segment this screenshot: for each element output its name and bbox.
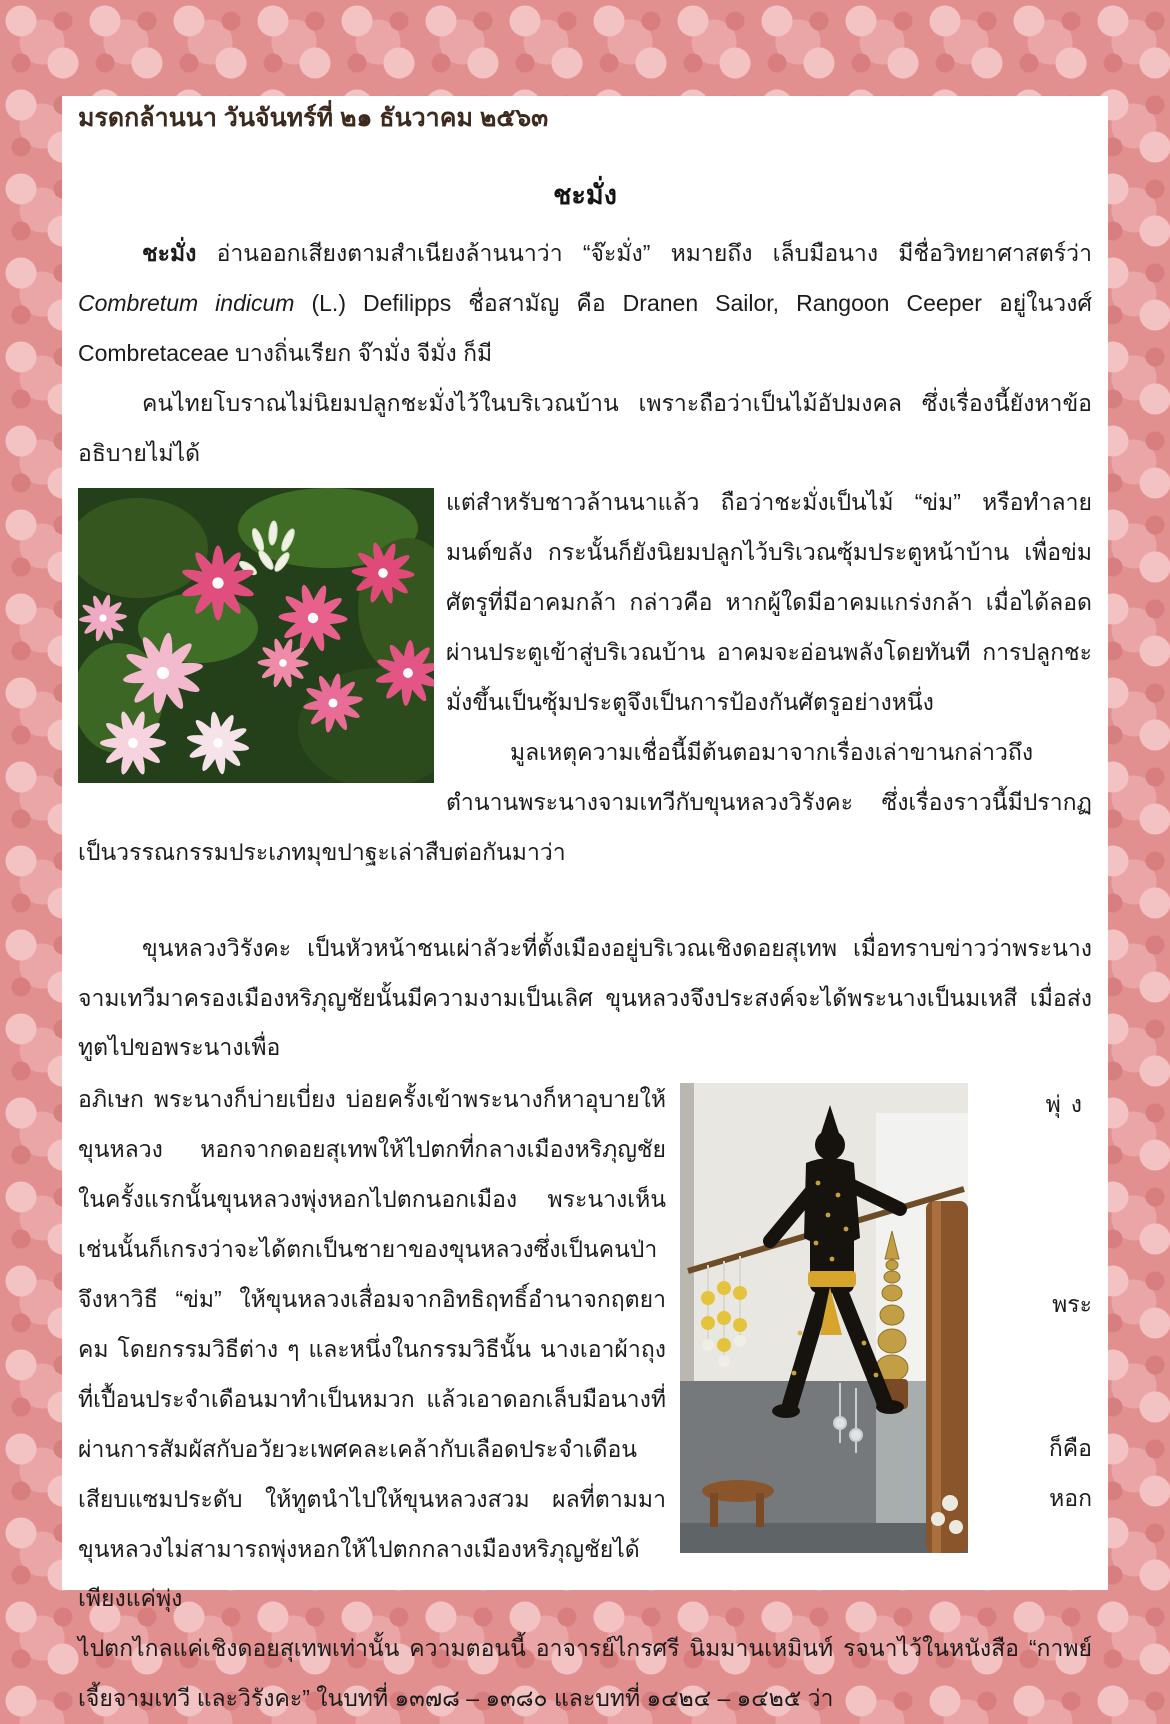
- paragraph-belief-rest: แต่สำหรับชาวล้านนาแล้ว ถือว่าชะมั่งเป็นไม้ “ข่ม” หรือทำลายมนต์ขลัง กระนั้นก็ยังนิยมปลูกไว้บริเวณซุ้มประตูหน้าบ้าน เพื่อข่มศัตรูที่มีอาคมกล้า กล่าวคือ หากผู้ใดมีอาคมแกร่งกล้า เมื่อได้ลอดผ่านประตูเข้าสู่บริเวณบ้าน อาคมจะอ่อนพลังโดยทันที การปลูกชะมั่งขึ้นเป็นซุ้มประตูจึงเป็นการป้องกันศัตรูอย่างหนึ่ง: [446, 489, 1092, 716]
- wrap-word-kokhue: ก็คือ: [1048, 1435, 1092, 1462]
- definition-text-1: อ่านออกเสียงตามสำเนียงล้านนาว่า “จ๊ะมั่ง” หมายถึง เล็บมือนาง มีชื่อวิทยาศาสตร์ว่า: [196, 239, 1092, 266]
- wrap-word-phra: พระ: [1052, 1291, 1092, 1318]
- scientific-name: Combretum indicum: [78, 289, 295, 316]
- wrap-word-phung: พุ่ง: [1045, 1091, 1092, 1118]
- statue-text-section: [78, 1075, 1092, 1624]
- page-title: ชะมั่ง: [553, 179, 617, 210]
- paragraph-wilangka-story: อภิเษก พระนางก็บ่ายเบี่ยง บ่อยครั้งเข้าพระนางก็หาอุบายให้ขุนหลวง หอกจากดอยสุเทพให้ไปตกที่กลางเมืองหริภุญชัย ในครั้งแรกนั้นขุนหลวงพุ่งหอกไปตกนอกเมือง พระนางเห็นเช่นนั้นก็เกรงว่าจะได้ตกเป็นชายาของขุนหลวงซึ่งเป็นคนป่า จึงหาวิธี “ข่ม” ให้ขุนหลวงเสื่อมจากอิทธิฤทธิ์อำนาจกฤตยาคม โดยกรรมวิธีต่าง ๆ และหนึ่งในกรรมวิธีนั้น นางเอาผ้าถุงที่เปื้อนประจำเดือนมาทำเป็นหมวก แล้วเอาดอกเล็บมือนางที่ผ่านการสัมผัสกับอวัยวะเพศคละเคล้ากับเลือดประจำเดือนเสียบแซมประดับ ให้ทูตนำไปให้ขุนหลวงสวม ผลที่ตามมา ขุนหลวงไม่สามารถพุ่งหอกให้ไปตกกลางเมืองหริภุญชัยได้ เพียงแค่พุ่ง: [78, 1086, 666, 1612]
- term-bold: ชะมั่ง: [142, 239, 197, 266]
- paragraph-belief-line1: คนไทยโบราณไม่นิยมปลูกชะมั่งไว้ในบริเวณบ้าน เพราะถือว่าเป็นไม้อัปมงคล ซึ่งเรื่องนี้ยังหาข้ออธิบายไม่ได้: [78, 389, 1092, 466]
- definition-text-2: (L.) Defilipps ชื่อสามัญ คือ Dranen Sailor, Rangoon Ceeper อยู่ในวงศ์ Combretaceae บางถิ่นเรียก จ๊ามั่ง จีมั่ง ก็มี: [78, 289, 1092, 366]
- document-page: [62, 96, 1108, 1712]
- paragraph-legend-origin: มูลเหตุความเชื่อนี้มีต้นตอมาจากเรื่องเล่าขานกล่าวถึงตำนานพระนางจามเทวีกับขุนหลวงวิรังคะ ซึ่งเรื่องราวนี้มีปรากฏเป็นวรรณกรรมประเภทมุขปาฐะเล่าสืบต่อกันมาว่า: [78, 738, 1092, 865]
- statue-photo: [680, 1083, 968, 1553]
- paragraph-definition: [78, 229, 1092, 379]
- wrap-word-hok: หอก: [1049, 1485, 1092, 1512]
- flower-photo: [78, 488, 434, 783]
- paragraph-closing: ไปตกไกลแค่เชิงดอยสุเทพเท่านั้น ความตอนนี้ อาจารย์ไกรศรี นิมมานเหมินท์ รจนาไว้ในหนังสือ “กาพย์เจี้ยจามเทวี และวิรังคะ” ในบทที่ ๑๓๗๘ – ๑๓๘๐ และบทที่ ๑๔๒๔ – ๑๔๒๕ ว่า: [78, 1635, 1092, 1712]
- paragraph-wilangka-intro: ขุนหลวงวิรังคะ เป็นหัวหน้าชนเผ่าลัวะที่ตั้งเมืองอยู่บริเวณเชิงดอยสุเทพ เมื่อทราบข่าวว่าพระนางจามเทวีมาครองเมืองหริภุญชัยนั้นมีความงามเป็นเลิศ ขุนหลวงจึงประสงค์จะได้พระนางเป็นมเหสี เมื่อส่งทูตไปขอพระนางเพื่อ: [78, 934, 1092, 1061]
- header-date-line: มรดกล้านนา วันจันทร์ที่ ๒๑ ธันวาคม ๒๕๖๓: [78, 104, 549, 132]
